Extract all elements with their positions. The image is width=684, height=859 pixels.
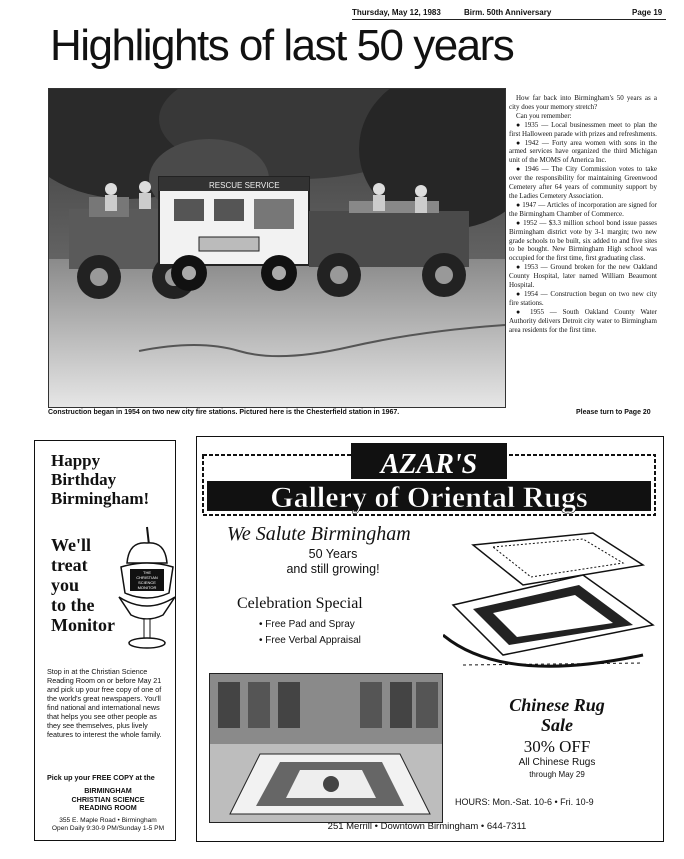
banner-title: Gallery of Oriental Rugs: [270, 481, 588, 514]
celebration-heading: Celebration Special: [237, 595, 363, 612]
sundae-label: MONITOR: [137, 585, 157, 590]
showroom-photo: [209, 673, 443, 823]
address-line: 355 E. Maple Road • Birmingham: [59, 817, 157, 824]
header-rule: [352, 19, 666, 20]
fire-station-photo: [48, 88, 506, 408]
offer-line: to the: [51, 595, 95, 615]
sale-title-line: Sale: [540, 715, 573, 735]
sale-scope: All Chinese Rugs: [518, 757, 596, 768]
sale-title-line: Chinese Rug: [509, 695, 605, 715]
title-line: Birthday: [51, 470, 117, 489]
offer-line: you: [51, 575, 80, 595]
column-item: ● 1942 — Forty area women with sons in the armed services have organized the third Michigan unit of the MOMS of America Inc.: [509, 138, 657, 165]
showroom-illustration: [210, 674, 442, 822]
column-item: ● 1946 — The City Commission votes to take over the responsibility for maintaining Greenwood Cemetery after 64 years of community support by the Ladies Cemetery Association.: [509, 165, 657, 200]
monitor-ad-title: [51, 451, 149, 508]
issue-date: Thursday, May 12, 1983: [352, 8, 441, 17]
sundae-label: CHRISTIAN: [136, 575, 158, 580]
sale-title: [459, 695, 655, 735]
store-address: 251 Merrill • Downtown Birmingham • 644-7311: [327, 821, 527, 832]
place-line: READING ROOM: [79, 803, 137, 812]
column-item: ● 1952 — $3.3 million school bond issue passes Birmingham district vote by 3-1 margin; two new grade schools to be built, six added to and five sites to be bought. New Birmingham High school was occupied for the first time, first graduating class.: [509, 218, 657, 263]
azar-logo: AZAR'S: [380, 449, 478, 480]
sundae-label: SCIENCE: [138, 580, 156, 585]
column-item: ● 1935 — Local businessmen meet to plan the first Halloween parade with prizes and refreshments.: [509, 120, 657, 138]
column-item: ● 1954 — Construction begun on two new city fire stations.: [509, 289, 657, 307]
address-line: Open Daily 9:30-9 PM/Sunday 1-5 PM: [51, 825, 165, 832]
years-line: 50 Years: [308, 547, 358, 561]
continuation-note: Please turn to Page 20: [576, 409, 651, 416]
column-intro: How far back into Birmingham's 50 years as a city does your memory stretch?: [509, 94, 657, 111]
sundae-icon: [117, 523, 177, 653]
column-item: ● 1947 — Articles of incorporation are signed for the Birmingham Chamber of Commerce.: [509, 200, 657, 218]
column-item: ● 1953 — Ground broken for the new Oakland County Hospital, later named William Beaumont Hospital.: [509, 263, 657, 290]
monitor-ad: [34, 440, 176, 841]
offer-bullet: • Free Pad and Spray: [259, 619, 355, 630]
truck-sign: RESCUE SERVICE: [209, 181, 280, 190]
store-hours: HOURS: Mon.-Sat. 10-6 • Fri. 10-9: [455, 797, 594, 807]
page-number: Page 19: [632, 8, 663, 17]
headline: Highlights of last 50 years: [50, 21, 514, 70]
sundae-label: THE: [143, 570, 151, 575]
discount: 30% OFF: [523, 737, 591, 756]
memory-column: [509, 94, 657, 334]
offer-bullet: • Free Verbal Appraisal: [259, 635, 361, 646]
reading-room-name: [47, 787, 169, 813]
section-name: Birm. 50th Anniversary: [464, 8, 552, 17]
offer-line: Monitor: [51, 615, 115, 635]
reading-room-address: [41, 817, 175, 833]
offer-line: treat: [51, 555, 88, 575]
title-line: Birmingham!: [51, 489, 150, 508]
monitor-ad-body: Stop in at the Christian Science Reading Room on or before May 21 and pick up your free copy of one of the world's great newspapers. You'll find national and international news that helps you see other people as they see themselves, plus lively features to interest the whole family.: [47, 667, 162, 739]
place-line: CHRISTIAN SCIENCE: [71, 794, 145, 804]
photo-caption: Construction began in 1954 on two new city fire stations. Pictured here is the Chesterfield station in 1967.: [48, 409, 400, 416]
offer-line: We'll: [51, 535, 91, 555]
sale-through: through May 29: [529, 770, 585, 779]
monitor-ad-pickup: Pick up your FREE COPY at the: [47, 773, 155, 782]
years-line: and still growing!: [286, 562, 380, 576]
place-line: BIRMINGHAM: [84, 786, 132, 795]
rug-pile-illustration: [443, 525, 657, 685]
monitor-ad-offer: [51, 535, 115, 635]
title-line: Happy: [51, 451, 101, 470]
fire-trucks-illustration: [49, 89, 505, 407]
years-text: [273, 547, 393, 577]
gallery-banner: [201, 441, 657, 519]
salute-headline: We Salute Birmingham: [227, 523, 411, 545]
column-lead: Can you remember:: [516, 111, 572, 120]
column-item: ● 1955 — South Oakland County Water Authority delivers Detroit city water to Birmingham area residents for the first time.: [509, 307, 657, 334]
azar-rug-ad: [196, 436, 664, 842]
chinese-rug-sale: [459, 695, 655, 780]
